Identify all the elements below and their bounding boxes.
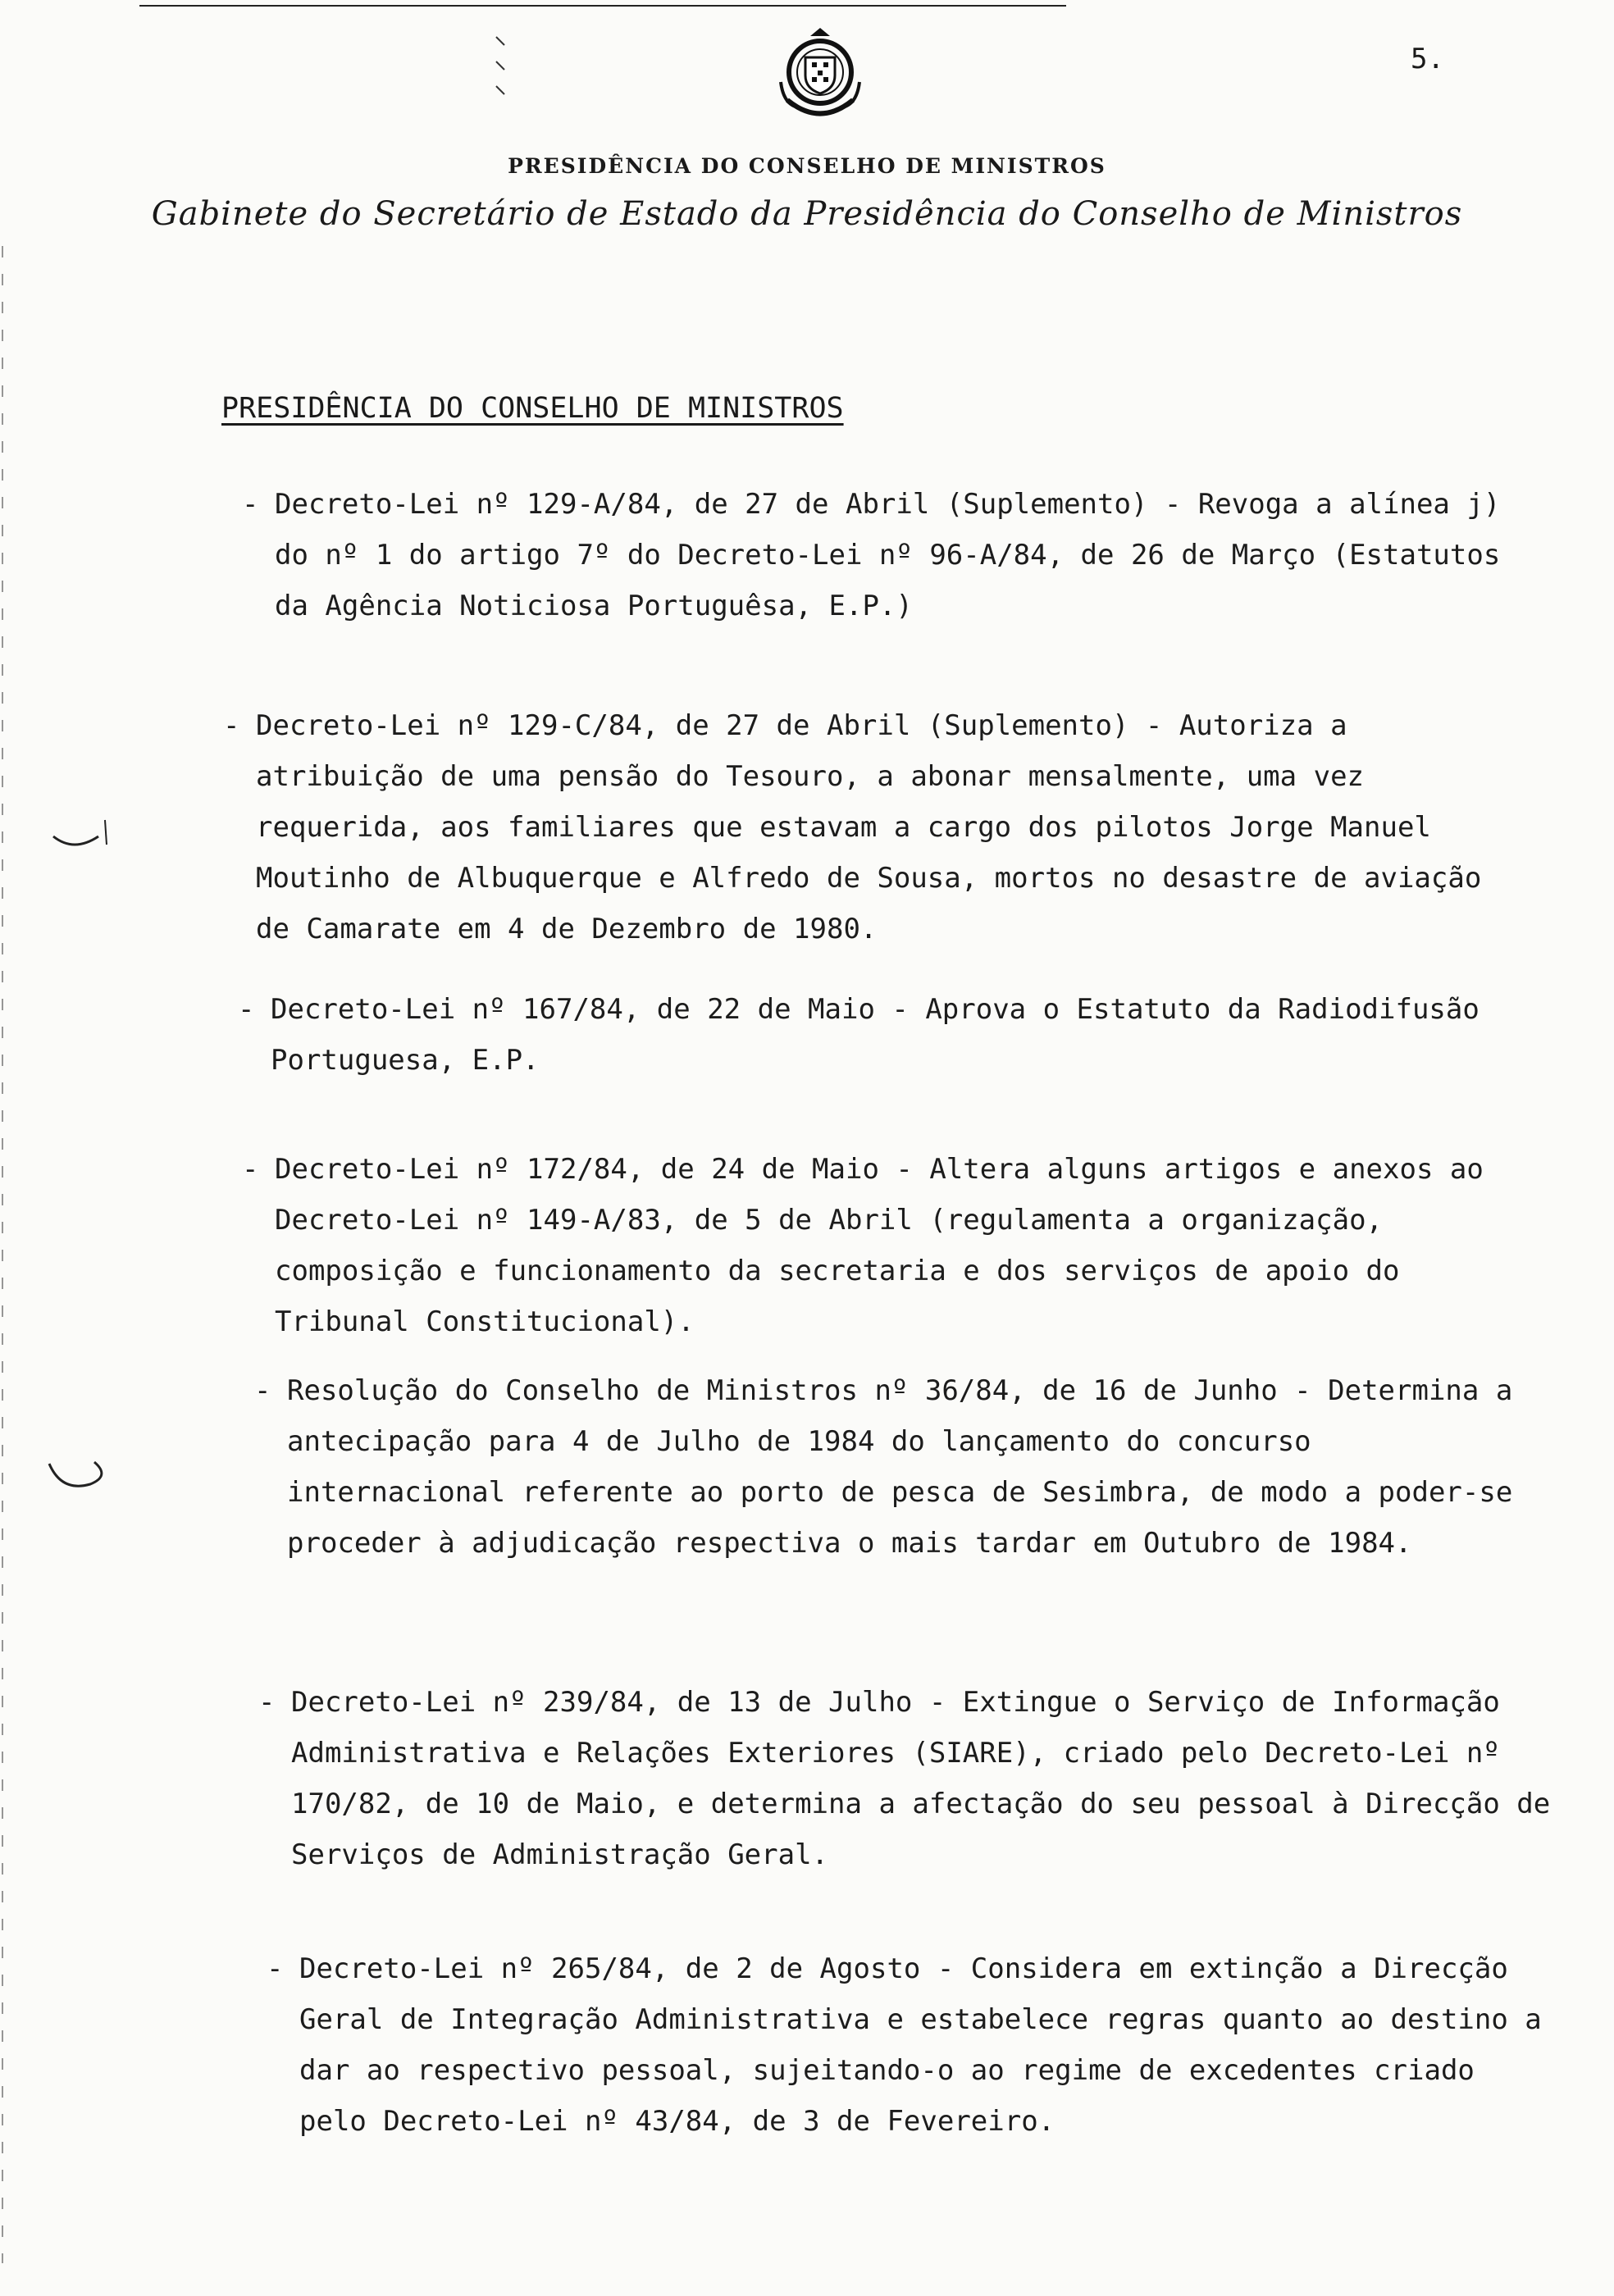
handwritten-tick-mark [492,33,517,107]
header-cabinet: Gabinete do Secretário de Estado da Presidência do Conselho de Ministros [151,195,1463,233]
item-text: Decreto-Lei nº 129-A/84, de 27 de Abril (Suplemento) - Revoga a alínea j) do nº 1 do artigo 7º do Decreto-Lei nº 96-A/84, de 26 de Março (Estatutos da Agência Noticiosa Portuguêsa, E.P.) [275,488,1501,622]
item-dash: - [242,1153,259,1186]
decree-item [242,1144,1530,1347]
item-dash: - [223,709,240,742]
item-dash: - [254,1374,271,1407]
decree-item [223,700,1527,954]
item-dash: - [238,993,255,1026]
decree-item [254,1365,1542,1569]
decree-item [238,984,1525,1086]
page-number: 5. [1411,43,1444,75]
portuguese-coat-of-arms-icon [763,25,878,131]
item-text: Decreto-Lei nº 239/84, de 13 de Julho - Extingue o Serviço de Informação Administrativa e Relações Exteriores (SIARE), criado pelo Decreto-Lei nº 170/82, de 10 de Maio, e determina a afectação do seu pessoal à Direcção de Serviços de Administração Geral. [291,1686,1551,1871]
item-dash: - [267,1952,284,1985]
item-dash: - [258,1686,276,1719]
item-text: Decreto-Lei nº 167/84, de 22 de Maio - Aprova o Estatuto da Radiodifusão Portuguesa, E.P. [271,993,1480,1077]
item-text: Decreto-Lei nº 129-C/84, de 27 de Abril (Suplemento) - Autoriza a atribuição de uma pensão do Tesouro, a abonar mensalmente, uma vez requerida, aos familiares que estavam a cargo dos pilotos Jorge Manuel Moutinho de Albuquerque e Alfredo de Sousa, mortos no desastre de aviação de Camarate em 4 de Dezembro de 1980. [256,709,1482,945]
item-text: Resolução do Conselho de Ministros nº 36/84, de 16 de Junho - Determina a antecipação para 4 de Julho de 1984 do lançamento do concurso internacional referente ao porto de pesca de Sesimbra, de modo a poder-se proceder à adjudicação respectiva o mais tardar em Outubro de 1984. [287,1374,1513,1560]
decree-item [258,1677,1571,1880]
item-dash: - [242,488,259,521]
scan-top-rule [139,5,1066,7]
item-text: Decreto-Lei nº 265/84, de 2 de Agosto - Considera em extinção a Direcção Geral de Integração Administrativa e estabelece regras quanto ao destino a dar ao respectivo pessoal, sujeitando-o ao regime de excedentes criado pelo Decreto-Lei nº 43/84, de 3 de Fevereiro. [299,1952,1542,2138]
scan-left-edge [2,246,3,2263]
section-title: PRESIDÊNCIA DO CONSELHO DE MINISTROS [221,392,844,425]
handwritten-margin-mark [49,812,115,861]
item-text: Decreto-Lei nº 172/84, de 24 de Maio - Altera alguns artigos e anexos ao Decreto-Lei nº 149-A/83, de 5 de Abril (regulamenta a organização, composição e funcionamento da secretaria e dos serviços de apoio do Tribunal Constitucional). [275,1153,1484,1338]
header-organization: PRESIDÊNCIA DO CONSELHO DE MINISTROS [508,154,1106,178]
decree-item [267,1943,1546,2147]
handwritten-margin-mark [45,1447,119,1505]
decree-item [242,479,1530,631]
